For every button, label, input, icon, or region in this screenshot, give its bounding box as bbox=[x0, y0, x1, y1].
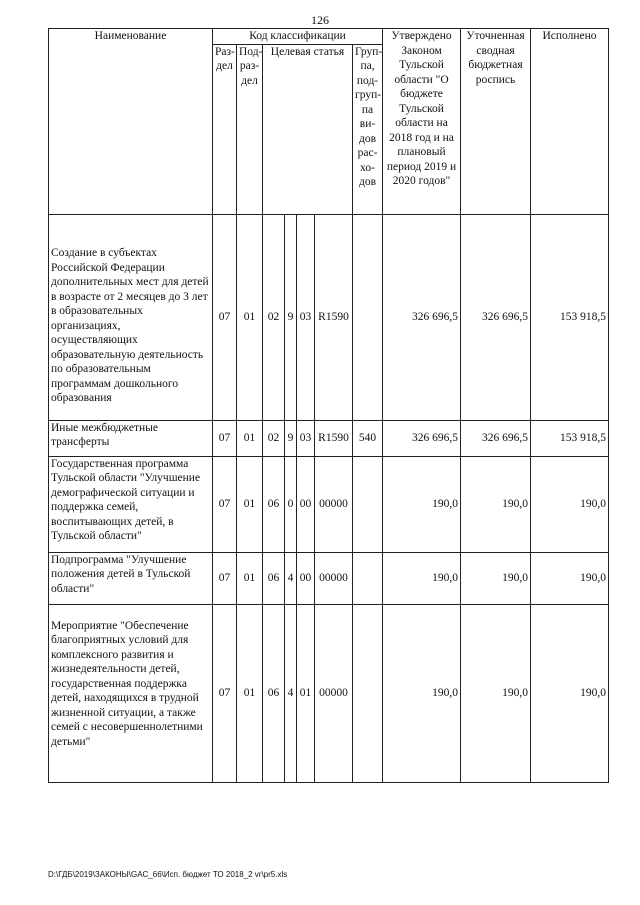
row-rz: 07 bbox=[213, 214, 237, 420]
row-rz: 07 bbox=[213, 420, 237, 456]
row-vr bbox=[353, 214, 383, 420]
row-vr: 540 bbox=[353, 420, 383, 456]
row-vr bbox=[353, 552, 383, 604]
row-t2: 4 bbox=[285, 552, 297, 604]
row-rz: 07 bbox=[213, 604, 237, 782]
row-approved: 326 696,5 bbox=[383, 420, 461, 456]
row-executed: 190,0 bbox=[531, 456, 609, 552]
row-name: Мероприятие "Обеспечение благоприятных условий для комплексного развития и жизнедеятельности детей, государственная поддержка детей, находящихся в трудной жизненной ситуации, а также семей с несовершеннолетними детьми" bbox=[49, 604, 213, 782]
row-t2: 9 bbox=[285, 420, 297, 456]
row-t3: 00 bbox=[297, 552, 315, 604]
row-vr bbox=[353, 456, 383, 552]
row-name: Создание в субъектах Российской Федерации дополнительных мест для детей в возрасте от 2 месяцев до 3 лет в образовательных организациях, осуществляющих образовательную деятельность по образовательным программам дошкольного образования bbox=[49, 214, 213, 420]
row-refined: 190,0 bbox=[461, 552, 531, 604]
row-t1: 02 bbox=[263, 214, 285, 420]
table-row bbox=[49, 604, 609, 782]
row-executed: 190,0 bbox=[531, 604, 609, 782]
row-approved: 190,0 bbox=[383, 552, 461, 604]
row-t2: 9 bbox=[285, 214, 297, 420]
row-t2: 0 bbox=[285, 456, 297, 552]
row-t3: 03 bbox=[297, 420, 315, 456]
row-t2: 4 bbox=[285, 604, 297, 782]
row-approved: 326 696,5 bbox=[383, 214, 461, 420]
row-refined: 190,0 bbox=[461, 604, 531, 782]
table-row bbox=[49, 214, 609, 420]
row-approved: 190,0 bbox=[383, 456, 461, 552]
row-rz: 07 bbox=[213, 552, 237, 604]
row-approved: 190,0 bbox=[383, 604, 461, 782]
row-refined: 326 696,5 bbox=[461, 214, 531, 420]
row-t4: R1590 bbox=[315, 420, 353, 456]
header-podrazdel: Под-раз-дел bbox=[237, 44, 263, 214]
header-group: Груп-па, под-груп-па ви-дов рас-хо-дов bbox=[353, 44, 383, 214]
header-target: Целевая статья bbox=[263, 44, 353, 214]
table-row bbox=[49, 552, 609, 604]
row-refined: 190,0 bbox=[461, 456, 531, 552]
row-t4: 00000 bbox=[315, 552, 353, 604]
row-t1: 06 bbox=[263, 456, 285, 552]
header-approved: Утверждено Законом Тульской области "О бюджете Тульской области на 2018 год и на плановый период 2019 и 2020 годов" bbox=[383, 29, 461, 215]
row-refined: 326 696,5 bbox=[461, 420, 531, 456]
page-number: 126 bbox=[311, 13, 329, 27]
header-refined: Уточненная сводная бюджетная роспись bbox=[461, 29, 531, 215]
row-t1: 06 bbox=[263, 552, 285, 604]
row-pr: 01 bbox=[237, 604, 263, 782]
header-code-group: Код классификации bbox=[213, 29, 383, 45]
row-t4: R1590 bbox=[315, 214, 353, 420]
row-pr: 01 bbox=[237, 214, 263, 420]
header-name: Наименование bbox=[49, 29, 213, 215]
table-row bbox=[49, 456, 609, 552]
file-path-footer: D:\ГДБ\2019\ЗАКОНЫ\GAC_66\Исп. бюджет ТО 2018_2 vr\pr5.xls bbox=[48, 870, 288, 879]
row-rz: 07 bbox=[213, 456, 237, 552]
budget-table bbox=[48, 28, 609, 783]
header-executed: Исполнено bbox=[531, 29, 609, 215]
row-executed: 153 918,5 bbox=[531, 420, 609, 456]
row-t4: 00000 bbox=[315, 456, 353, 552]
row-pr: 01 bbox=[237, 420, 263, 456]
row-t1: 06 bbox=[263, 604, 285, 782]
row-name: Иные межбюджетные трансферты bbox=[49, 420, 213, 456]
row-pr: 01 bbox=[237, 456, 263, 552]
row-t1: 02 bbox=[263, 420, 285, 456]
row-t3: 03 bbox=[297, 214, 315, 420]
row-vr bbox=[353, 604, 383, 782]
row-t4: 00000 bbox=[315, 604, 353, 782]
row-pr: 01 bbox=[237, 552, 263, 604]
row-t3: 01 bbox=[297, 604, 315, 782]
row-t3: 00 bbox=[297, 456, 315, 552]
row-executed: 153 918,5 bbox=[531, 214, 609, 420]
row-name: Государственная программа Тульской области "Улучшение демографической ситуации и поддержка семей, воспитывающих детей, в Тульской области" bbox=[49, 456, 213, 552]
row-name: Подпрограмма "Улучшение положения детей в Тульской области" bbox=[49, 552, 213, 604]
table-row bbox=[49, 420, 609, 456]
header-razdel: Раз-дел bbox=[213, 44, 237, 214]
row-executed: 190,0 bbox=[531, 552, 609, 604]
